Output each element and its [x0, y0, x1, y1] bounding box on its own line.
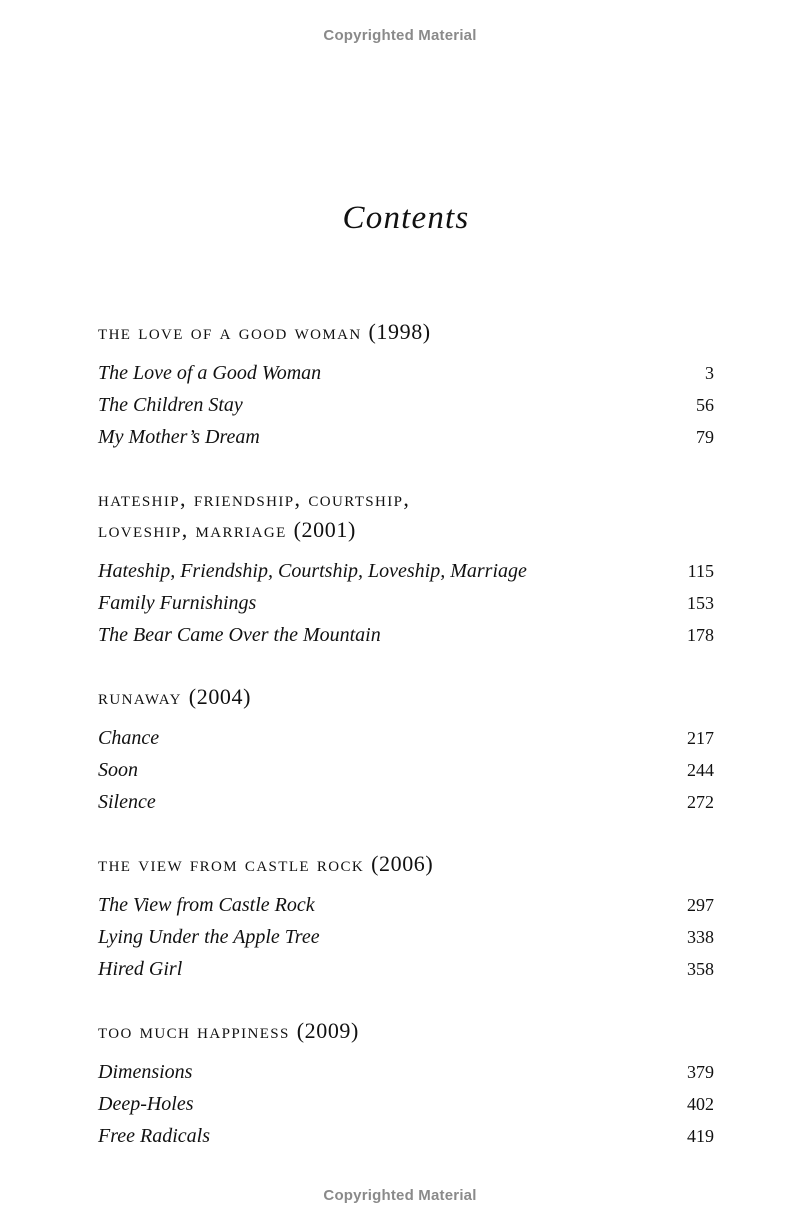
entry-page-number: 419: [687, 1126, 714, 1146]
section-year: (1998): [368, 319, 431, 344]
toc-entry[interactable]: [98, 1088, 714, 1120]
copyright-watermark-bottom: Copyrighted Material: [323, 1187, 477, 1204]
entry-page-number: 79: [696, 427, 714, 447]
entry-title[interactable]: Silence: [98, 791, 156, 813]
toc-entry[interactable]: [98, 921, 714, 953]
entry-page-number: 272: [687, 792, 714, 812]
entry-title[interactable]: Lying Under the Apple Tree: [98, 926, 320, 948]
section-heading: [98, 848, 714, 879]
toc-section: [98, 681, 714, 818]
entry-title[interactable]: The Love of a Good Woman: [98, 362, 322, 384]
entry-title[interactable]: Hateship, Friendship, Courtship, Loveship, Marriage: [98, 560, 527, 582]
section-title-line-1: hateship, friendship, courtship,: [98, 486, 411, 511]
entry-title[interactable]: Hired Girl: [98, 958, 183, 980]
toc-entry[interactable]: [98, 1056, 714, 1088]
toc-entry[interactable]: [98, 754, 714, 786]
entry-title[interactable]: Chance: [98, 727, 160, 749]
toc-entry[interactable]: [98, 786, 714, 818]
entry-page-number: 56: [696, 395, 714, 415]
entry-page-number: 379: [687, 1062, 714, 1082]
section-year: (2004): [188, 684, 252, 709]
entry-title[interactable]: The View from Castle Rock: [98, 894, 315, 916]
section-title: loveship, marriage: [98, 517, 287, 542]
entry-page-number: 297: [687, 895, 714, 915]
entry-page-number: 338: [687, 927, 714, 947]
toc-entry[interactable]: [98, 722, 714, 754]
section-heading: [98, 316, 714, 347]
entry-title[interactable]: Family Furnishings: [98, 592, 257, 614]
entry-title[interactable]: The Children Stay: [98, 394, 243, 416]
entry-title[interactable]: Dimensions: [98, 1061, 193, 1083]
table-of-contents: [98, 316, 714, 1182]
entry-title[interactable]: Deep-Holes: [98, 1093, 194, 1115]
entry-page-number: 153: [687, 593, 714, 613]
page-title: Contents: [342, 200, 470, 236]
toc-entry[interactable]: [98, 1120, 714, 1152]
entry-page-number: 244: [687, 760, 714, 780]
section-title: runaway: [98, 684, 182, 709]
toc-section: [98, 848, 714, 985]
section-title: the view from castle rock: [98, 851, 365, 876]
section-title: the love of a good woman: [98, 319, 362, 344]
entry-title[interactable]: Free Radicals: [98, 1125, 211, 1147]
entry-page-number: 178: [687, 625, 714, 645]
toc-entry[interactable]: [98, 619, 714, 651]
entry-title[interactable]: The Bear Came Over the Mountain: [98, 624, 381, 646]
entry-title[interactable]: Soon: [98, 759, 138, 781]
entry-page-number: 115: [687, 561, 714, 581]
section-heading: [98, 1015, 714, 1046]
entry-title[interactable]: My Mother’s Dream: [98, 426, 260, 448]
copyright-watermark-top: Copyrighted Material: [323, 27, 477, 44]
toc-entry[interactable]: [98, 357, 714, 389]
entry-page-number: 358: [687, 959, 714, 979]
entry-page-number: 402: [687, 1094, 714, 1114]
entry-page-number: 3: [705, 363, 714, 383]
toc-section: [98, 1015, 714, 1152]
toc-entry[interactable]: [98, 555, 714, 587]
section-heading: [98, 681, 714, 712]
toc-section: [98, 483, 714, 651]
toc-entry[interactable]: [98, 889, 714, 921]
toc-entry[interactable]: [98, 389, 714, 421]
toc-entry[interactable]: [98, 953, 714, 985]
section-year: (2009): [296, 1018, 359, 1043]
section-heading: [98, 483, 714, 545]
section-year: (2006): [371, 851, 434, 876]
section-title: too much happiness: [98, 1018, 290, 1043]
section-year: (2001): [293, 517, 356, 542]
toc-section: [98, 316, 714, 453]
toc-entry[interactable]: [98, 587, 714, 619]
entry-page-number: 217: [687, 728, 714, 748]
toc-entry[interactable]: [98, 421, 714, 453]
